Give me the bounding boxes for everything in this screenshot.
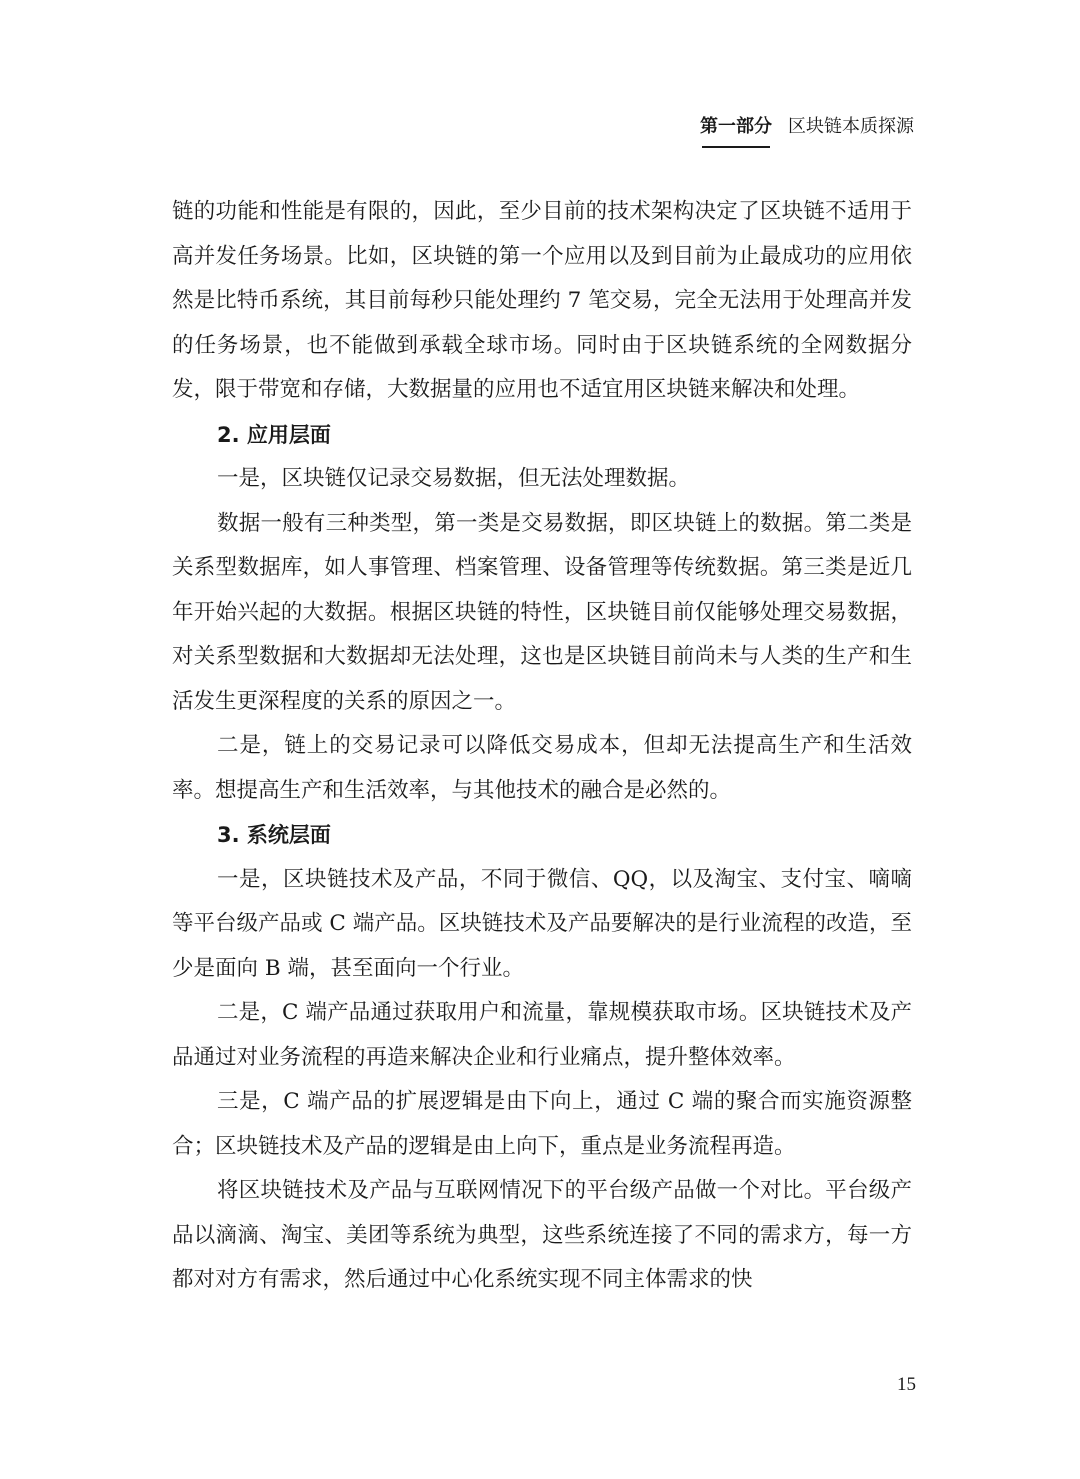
section-heading: 3. 系统层面 [217, 823, 331, 847]
paragraph: 数据一般有三种类型，第一类是交易数据，即区块链上的数据。第二类是关系型数据库，如人事管理、档案管理、设备管理等传统数据。第三类是近几年开始兴起的大数据。根据区块链的特性，区块链目前仅能够处理交易数据，对关系型数据和大数据却无法处理，这也是区块链目前尚未与人类的生产和生活发生更深程度的关系的原因之一。 [172, 510, 912, 714]
paragraph: 二是，链上的交易记录可以降低交易成本，但却无法提高生产和生活效率。想提高生产和生活效率，与其他技术的融合是必然的。 [172, 733, 912, 803]
section-heading: 2. 应用层面 [217, 422, 331, 447]
running-header [700, 112, 920, 138]
page-number: 15 [897, 1374, 916, 1395]
header-title: 区块链本质探源 [788, 116, 914, 137]
header-underline [702, 146, 770, 148]
paragraph: 链的功能和性能是有限的，因此，至少目前的技术架构决定了区块链不适用于高并发任务场景。比如，区块链的第一个应用以及到目前为止最成功的应用依然是比特币系统，其目前每秒只能处理约 7 笔交易，完全无法用于处理高并发的任务场景，也不能做到承载全球市场。同时由于区块链系统的全网数据分发，限于带宽和存储，大数据量的应用也不适宜用区块链来解决和处理。 [172, 199, 912, 402]
header-part: 第一部分 [700, 116, 772, 137]
paragraph: 三是，C 端产品的扩展逻辑是由下向上，通过 C 端的聚合而实施资源整合；区块链技术及产品的逻辑是由上向下，重点是业务流程再造。 [172, 1089, 912, 1159]
paragraph: 将区块链技术及产品与互联网情况下的平台级产品做一个对比。平台级产品以滴滴、淘宝、美团等系统为典型，这些系统连接了不同的需求方，每一方都对对方有需求，然后通过中心化系统实现不同主体需求的快 [172, 1178, 912, 1292]
paragraph: 一是，区块链技术及产品，不同于微信、QQ，以及淘宝、支付宝、嘀嘀等平台级产品或 C 端产品。区块链技术及产品要解决的是行业流程的改造，至少是面向 B 端，甚至面向一个行业。 [172, 866, 912, 981]
paragraph: 一是，区块链仅记录交易数据，但无法处理数据。 [217, 466, 691, 491]
paragraph: 二是，C 端产品通过获取用户和流量，靠规模获取市场。区块链技术及产品通过对业务流程的再造来解决企业和行业痛点，提升整体效率。 [172, 1000, 912, 1070]
page-body [172, 190, 912, 1303]
